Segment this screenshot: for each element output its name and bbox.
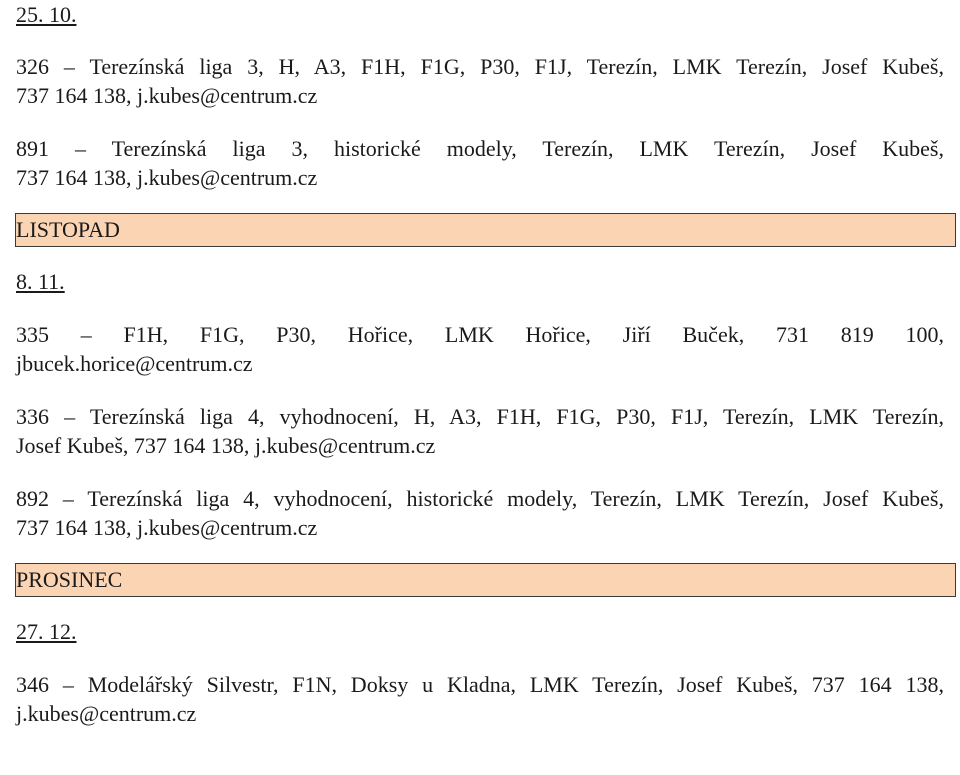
- event-entry-336-line1: 336 – Terezínská liga 4, vyhodnocení, H, A3, F1H, F1G, P30, F1J, Terezín, LMK Terezín,: [16, 404, 944, 429]
- event-entry-336-line2: Josef Kubeš, 737 164 138, j.kubes@centrum.cz: [16, 433, 436, 458]
- event-entry-326-line1: 326 – Terezínská liga 3, H, A3, F1H, F1G, P30, F1J, Terezín, LMK Terezín, Josef Kubeš,: [16, 54, 944, 79]
- event-entry-336: [16, 402, 944, 460]
- event-calendar-document: [16, 0, 944, 728]
- event-entry-346-line1: 346 – Modelářský Silvestr, F1N, Doksy u Kladna, LMK Terezín, Josef Kubeš, 737 164 138,: [16, 672, 944, 697]
- month-heading-prosinec: PROSINEC: [15, 563, 956, 597]
- event-entry-335-line1: 335 – F1H, F1G, P30, Hořice, LMK Hořice, Jiří Buček, 731 819 100,: [16, 322, 944, 347]
- date-heading-25-10: 25. 10.: [16, 2, 77, 27]
- event-entry-326-line2: 737 164 138, j.kubes@centrum.cz: [16, 83, 318, 108]
- event-entry-892-line1: 892 – Terezínská liga 4, vyhodnocení, historické modely, Terezín, LMK Terezín, Josef Kubeš,: [16, 486, 944, 511]
- event-entry-346-line2: j.kubes@centrum.cz: [16, 701, 197, 726]
- event-entry-326: [16, 52, 944, 110]
- event-entry-891: [16, 134, 944, 192]
- date-heading-27-12: 27. 12.: [16, 619, 77, 644]
- event-entry-892: [16, 484, 944, 542]
- event-entry-892-line2: 737 164 138, j.kubes@centrum.cz: [16, 515, 318, 540]
- event-entry-891-line2: 737 164 138, j.kubes@centrum.cz: [16, 165, 318, 190]
- event-entry-346: [16, 670, 944, 728]
- event-entry-891-line1: 891 – Terezínská liga 3, historické modely, Terezín, LMK Terezín, Josef Kubeš,: [16, 136, 944, 161]
- month-heading-listopad: LISTOPAD: [15, 213, 956, 247]
- date-heading-8-11: 8. 11.: [16, 269, 65, 294]
- event-entry-335-line2: jbucek.horice@centrum.cz: [16, 351, 253, 376]
- event-entry-335: [16, 320, 944, 378]
